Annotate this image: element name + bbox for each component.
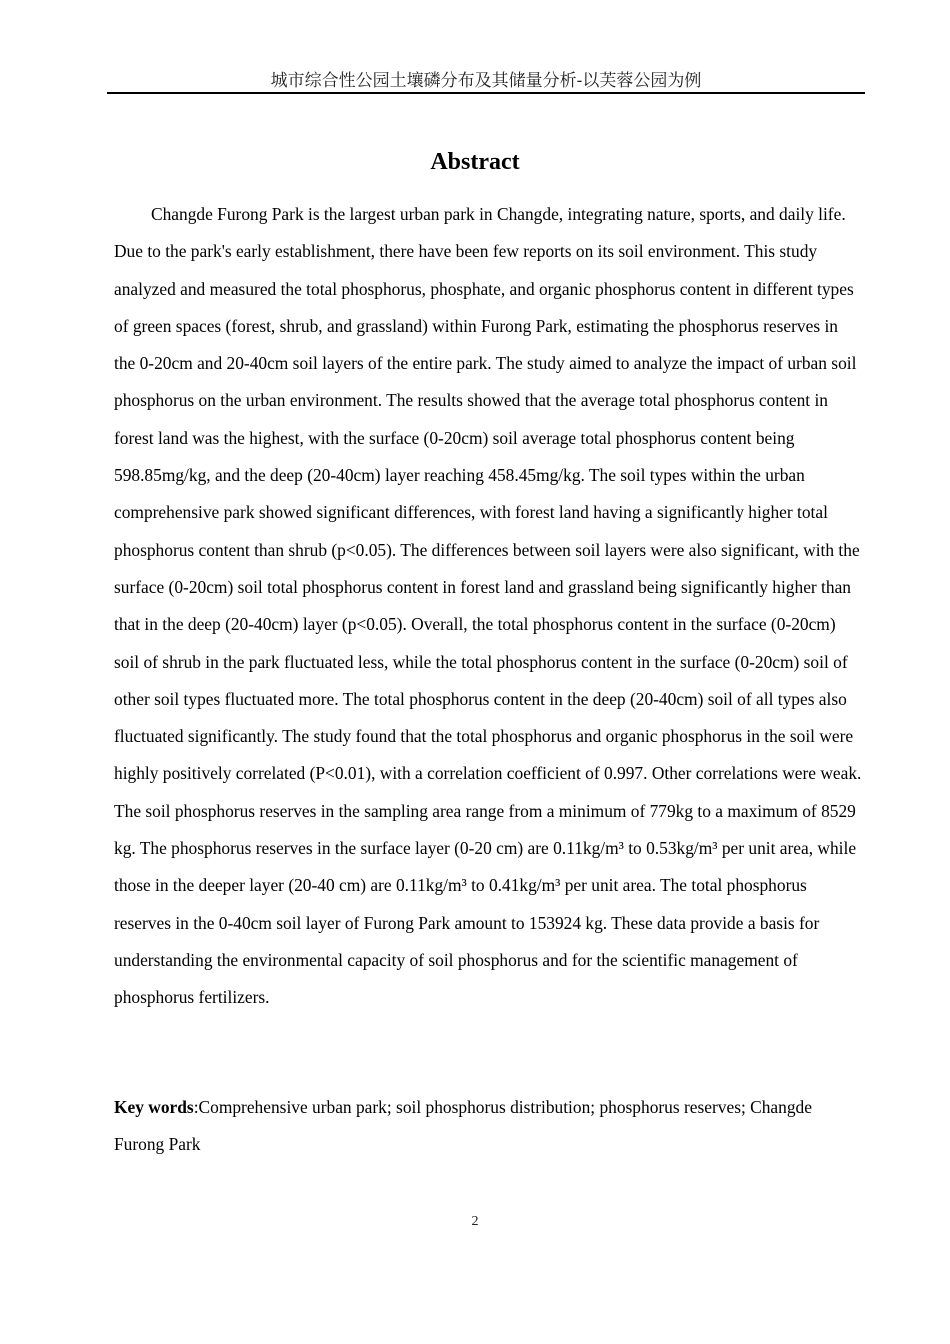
keywords-label: Key words — [114, 1097, 194, 1117]
header-rule — [107, 92, 865, 94]
abstract-body — [114, 196, 862, 1017]
keywords-list: :Comprehensive urban park; soil phosphorus distribution; phosphorus reserves; Changde Furong Park — [114, 1097, 812, 1155]
page-number: 2 — [471, 1214, 479, 1229]
abstract-body-text: Changde Furong Park is the largest urban park in Changde, integrating nature, sports, and daily life. Due to the park's early establishment, there have been few reports on its soil environment. This study analyzed and measured the total phosphorus, phosphate, and organic phosphorus content in different types of green spaces (forest, shrub, and grassland) within Furong Park, estimating the phosphorus reserves in the 0-20cm and 20-40cm soil layers of the entire park. The study aimed to analyze the impact of urban soil phosphorus on the urban environment. The results showed that the average total phosphorus content in forest land was the highest, with the surface (0-20cm) soil average total phosphorus content being 598.85mg/kg, and the deep (20-40cm) layer reaching 458.45mg/kg. The soil types within the urban comprehensive park showed significant differences, with forest land having a significantly higher total phosphorus content than shrub (p<0.05). The differences between soil layers were also significant, with the surface (0-20cm) soil total phosphorus content in forest land and grassland being significantly higher than that in the deep (20-40cm) layer (p<0.05). Overall, the total phosphorus content in the surface (0-20cm) soil of shrub in the park fluctuated less, while the total phosphorus content in the surface (0-20cm) soil of other soil types fluctuated more. The total phosphorus content in the deep (20-40cm) soil of all types also fluctuated significantly. The study found that the total phosphorus and organic phosphorus in the soil were highly positively correlated (P<0.01), with a correlation coefficient of 0.997. Other correlations were weak. The soil phosphorus reserves in the sampling area range from a minimum of 779kg to a maximum of 8529 kg. The phosphorus reserves in the surface layer (0-20 cm) are 0.11kg/m³ to 0.53kg/m³ per unit area, while those in the deeper layer (20-40 cm) are 0.11kg/m³ to 0.41kg/m³ per unit area. The total phosphorus reserves in the 0-40cm soil layer of Furong Park amount to 153924 kg. These data provide a basis for understanding the environmental capacity of soil phosphorus and for the scientific management of phosphorus fertilizers. — [114, 204, 862, 1008]
keywords — [114, 1089, 862, 1164]
running-header-title: 城市综合性公园土壤磷分布及其储量分析-以芙蓉公园为例 — [270, 71, 702, 91]
abstract-title: Abstract — [430, 149, 520, 175]
